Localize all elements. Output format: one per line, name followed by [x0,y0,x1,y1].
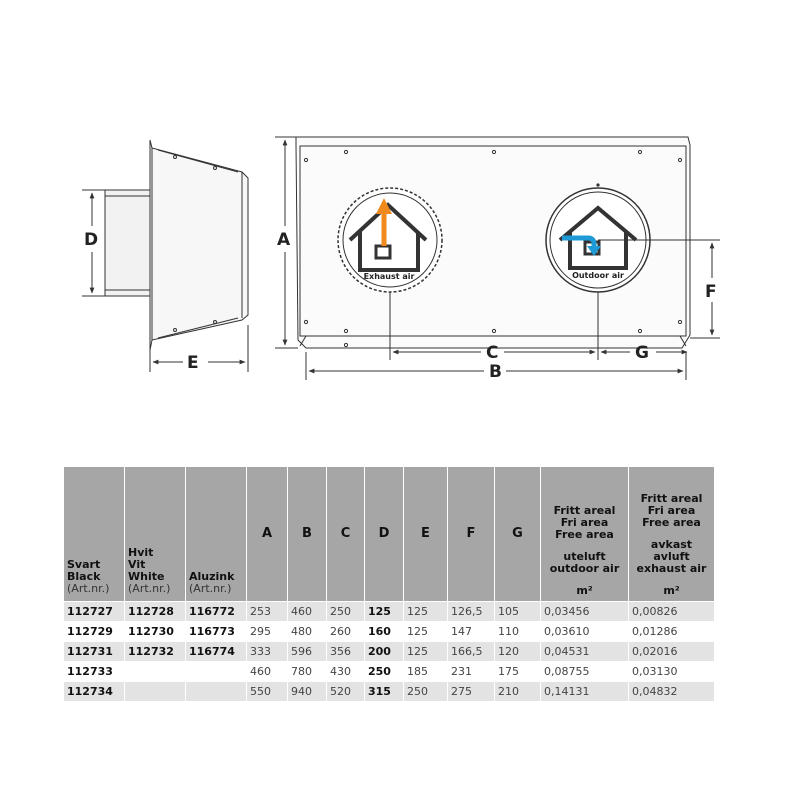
dim-label-g: G [635,343,649,363]
table-row [64,642,715,662]
area-exh-l3: Free area [642,516,701,529]
header-d: D [365,467,404,602]
area-out-l3: Free area [555,528,614,541]
cell-area-exhaust: 0,03130 [629,662,715,682]
header-free-area-outdoor [541,467,629,602]
area-exh-kind-1: avkast [650,538,693,551]
header-a: A [247,467,288,602]
header-c: C [327,467,365,602]
header-aluzink-label: Aluzink [189,570,235,583]
area-exh-unit: m² [663,584,680,597]
cell-f: 126,5 [448,602,495,622]
duct-spigot [105,190,150,296]
cell-f: 147 [448,622,495,642]
cell-hvit: 112732 [125,642,186,662]
cell-hvit [125,682,186,702]
dim-label-a: A [277,230,291,250]
cell-area-outdoor: 0,03610 [541,622,629,642]
table-row [64,662,715,682]
cell-e: 250 [404,682,448,702]
header-b: B [288,467,327,602]
cell-aluzink [186,682,247,702]
header-hvit-se: Vit [128,558,146,571]
cell-b: 940 [288,682,327,702]
cell-g: 210 [495,682,541,702]
cell-aluzink [186,662,247,682]
cell-e: 125 [404,602,448,622]
cell-area-exhaust: 0,00826 [629,602,715,622]
area-exh-kind-2: avluft [653,550,690,563]
cell-c: 430 [327,662,365,682]
cell-aluzink: 116774 [186,642,247,662]
cell-b: 480 [288,622,327,642]
cell-f: 275 [448,682,495,702]
area-out-unit: m² [576,584,593,597]
cell-a: 333 [247,642,288,662]
header-svart [64,467,125,602]
dim-label-e: E [187,353,199,373]
specification-table [63,466,715,702]
cell-f: 166,5 [448,642,495,662]
cell-hvit: 112730 [125,622,186,642]
header-hvit-no: Hvit [128,546,154,559]
area-out-kind-1: uteluft [563,550,606,563]
cell-svart: 112727 [64,602,125,622]
area-out-kind-2: outdoor air [549,562,620,575]
cell-area-exhaust: 0,02016 [629,642,715,662]
cell-d: 125 [365,602,404,622]
cell-aluzink: 116773 [186,622,247,642]
cell-b: 596 [288,642,327,662]
cell-b: 780 [288,662,327,682]
dim-label-b: B [489,362,502,382]
cell-svart: 112734 [64,682,125,702]
cell-svart: 112733 [64,662,125,682]
cell-e: 125 [404,622,448,642]
cell-f: 231 [448,662,495,682]
area-out-l2: Fri area [560,516,609,529]
header-svart-sub: (Art.nr.) [67,582,110,595]
hood-body [150,140,248,350]
table-row [64,622,715,642]
cell-svart: 112729 [64,622,125,642]
header-hvit [125,467,186,602]
cell-d: 200 [365,642,404,662]
cell-area-outdoor: 0,03456 [541,602,629,622]
exhaust-air-label: Exhaust air [363,272,415,281]
cell-e: 125 [404,642,448,662]
header-e: E [404,467,448,602]
header-hvit-en: White [128,570,165,583]
cell-d: 315 [365,682,404,702]
area-exh-kind-3: exhaust air [636,562,707,575]
exhaust-opening [338,188,442,292]
header-g: G [495,467,541,602]
cell-b: 460 [288,602,327,622]
cell-c: 356 [327,642,365,662]
header-free-area-exhaust [629,467,715,602]
cell-a: 253 [247,602,288,622]
cell-c: 520 [327,682,365,702]
cell-d: 160 [365,622,404,642]
area-exh-l2: Fri area [647,504,696,517]
header-f: F [448,467,495,602]
cell-area-outdoor: 0,08755 [541,662,629,682]
table-row [64,602,715,622]
dim-label-f: F [705,282,717,302]
cell-hvit: 112728 [125,602,186,622]
cell-g: 120 [495,642,541,662]
cell-svart: 112731 [64,642,125,662]
cell-a: 550 [247,682,288,702]
side-view [105,140,248,350]
area-out-l1: Fritt areal [553,504,616,517]
cell-c: 250 [327,602,365,622]
cell-aluzink: 116772 [186,602,247,622]
cell-area-exhaust: 0,01286 [629,622,715,642]
cell-e: 185 [404,662,448,682]
cell-d: 250 [365,662,404,682]
area-exh-l1: Fritt areal [640,492,703,505]
cell-area-exhaust: 0,04832 [629,682,715,702]
header-svart-en: Black [67,570,101,583]
header-aluzink [186,467,247,602]
table-header-row [64,467,715,602]
cell-g: 110 [495,622,541,642]
header-aluzink-sub: (Art.nr.) [189,582,232,595]
cell-a: 295 [247,622,288,642]
cell-hvit [125,662,186,682]
cell-area-outdoor: 0,14131 [541,682,629,702]
dim-label-c: C [486,343,499,363]
cell-g: 175 [495,662,541,682]
cell-c: 260 [327,622,365,642]
cell-a: 460 [247,662,288,682]
dim-label-d: D [84,230,99,250]
table-row [64,682,715,702]
outdoor-air-label: Outdoor air [572,271,624,280]
header-svart-no: Svart [67,558,101,571]
cell-area-outdoor: 0,04531 [541,642,629,662]
header-hvit-sub: (Art.nr.) [128,582,171,595]
cell-g: 105 [495,602,541,622]
